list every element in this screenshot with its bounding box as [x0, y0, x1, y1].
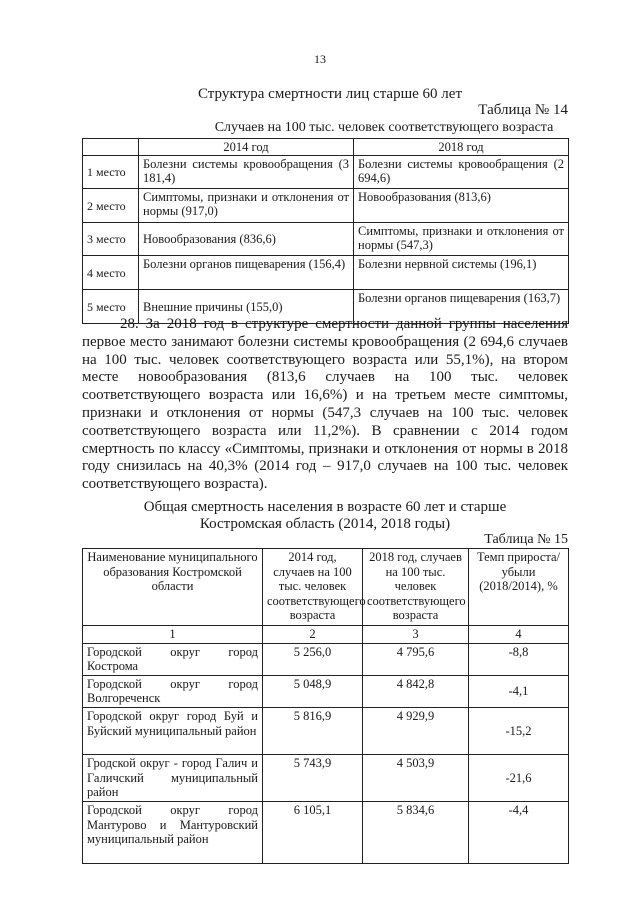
value-2014-cell: 5 256,0 — [263, 643, 363, 675]
cause-2018-cell: Болезни нервной системы (196,1) — [354, 256, 569, 290]
rate-cell: -4,4 — [469, 801, 569, 863]
rate-cell: -8,8 — [469, 643, 569, 675]
table14 — [82, 138, 569, 324]
value-2014-cell: 5 048,9 — [263, 675, 363, 707]
value-2018-cell: 4 503,9 — [363, 754, 469, 801]
value-2018-cell: 5 834,6 — [363, 801, 469, 863]
municipality-cell: Городской округ город Волгореченск — [83, 675, 263, 707]
value-2014-cell: 5 743,9 — [263, 754, 363, 801]
table-row — [83, 156, 569, 189]
table14-header-row — [83, 139, 569, 156]
table14-header-cell — [83, 139, 139, 156]
place-cell: 1 место — [83, 156, 139, 189]
table15-column-number-row — [83, 626, 569, 644]
cause-2014-cell: Болезни системы кровообращения (3 181,4) — [139, 156, 354, 189]
table-row — [83, 754, 569, 801]
table-row — [83, 643, 569, 675]
cause-2018-cell: Болезни органов пищеварения (163,7) — [354, 290, 569, 324]
column-number-cell: 1 — [83, 626, 263, 644]
cause-2014-cell: Болезни органов пищеварения (156,4) — [139, 256, 354, 290]
table15-header-cell: Наименование муниципального образования Костромской области — [83, 549, 263, 626]
municipality-cell: Гродской округ - город Галич и Галичский муниципальный район — [83, 754, 263, 801]
cause-2018-cell: Болезни системы кровообращения (2 694,6) — [354, 156, 569, 189]
table14-title: Структура смертности лиц старше 60 лет — [197, 86, 462, 102]
table-row — [83, 223, 569, 256]
cause-2014-cell: Симптомы, признаки и отклонения от нормы (917,0) — [139, 189, 354, 223]
place-cell: 4 место — [83, 256, 139, 290]
cause-2014-cell: Внешние причины (155,0) — [139, 290, 354, 324]
cause-2014-cell: Новообразования (836,6) — [139, 223, 354, 256]
table15-number-label: Таблица № 15 — [484, 532, 568, 547]
table-row — [83, 707, 569, 754]
table15-header-cell: 2014 год, случаев на 100 тыс. человек соответствующего возраста — [263, 549, 363, 626]
table14-caption: Случаев на 100 тыс. человек соответствующего возраста — [214, 120, 554, 135]
cause-2018-cell: Новообразования (813,6) — [354, 189, 569, 223]
table14-header-cell: 2018 год — [354, 139, 569, 156]
body-paragraph: 28. За 2018 год в структуре смертности данной группы населения первое место занимают болезни системы кровообращения (2 694,6 случаев на 100 тыс. человек соответствующего возраста или 55,1%), на втором месте новообразования (813,6 случаев на 100 тыс. человек соответствующего возраста или 16,6%) и на третьем месте симптомы, признаки и отклонения от нормы (547,3 случаев на 100 тыс. человек соответствующего возраста или 11,2%). В сравнении с 2014 годом смертность по классу «Симптомы, признаки и отклонения от нормы в 2018 году снизилась на 40,3% (2014 год – 917,0 случаев на 100 тыс. человек соответствующего возраста). — [82, 316, 568, 493]
table15-header-cell: Темп прироста/убыли (2018/2014), % — [469, 549, 569, 626]
table14-header-cell: 2014 год — [139, 139, 354, 156]
place-cell: 5 место — [83, 290, 139, 324]
value-2018-cell: 4 929,9 — [363, 707, 469, 754]
value-2018-cell: 4 842,8 — [363, 675, 469, 707]
table15-header-cell: 2018 год, случаев на 100 тыс. человек соответствующего возраста — [363, 549, 469, 626]
place-cell: 2 место — [83, 189, 139, 223]
value-2014-cell: 5 816,9 — [263, 707, 363, 754]
rate-cell: -15,2 — [469, 707, 569, 754]
table15-header-row — [83, 549, 569, 626]
value-2018-cell: 4 795,6 — [363, 643, 469, 675]
table15 — [82, 548, 569, 864]
rate-cell: -4,1 — [469, 675, 569, 707]
column-number-cell: 3 — [363, 626, 469, 644]
table-row — [83, 189, 569, 223]
column-number-cell: 2 — [263, 626, 363, 644]
column-number-cell: 4 — [469, 626, 569, 644]
cause-2018-cell: Симптомы, признаки и отклонения от нормы (547,3) — [354, 223, 569, 256]
value-2014-cell: 6 105,1 — [263, 801, 363, 863]
place-cell: 3 место — [83, 223, 139, 256]
table15-title — [82, 499, 568, 533]
page-number: 13 — [314, 52, 326, 66]
table-row — [83, 675, 569, 707]
table15-title-line1: Общая смертность населения в возрасте 60 лет и старше — [143, 499, 507, 515]
table14-number-label: Таблица № 14 — [478, 102, 568, 118]
municipality-cell: Городской округ город Мантурово и Мантуровский муниципальный район — [83, 801, 263, 863]
municipality-cell: Городской округ город Кострома — [83, 643, 263, 675]
municipality-cell: Городской округ город Буй и Буйский муниципальный район — [83, 707, 263, 754]
rate-cell: -21,6 — [469, 754, 569, 801]
table-row — [83, 256, 569, 290]
table-row — [83, 801, 569, 863]
table15-title-line2: Костромская область (2014, 2018 годы) — [199, 516, 451, 532]
